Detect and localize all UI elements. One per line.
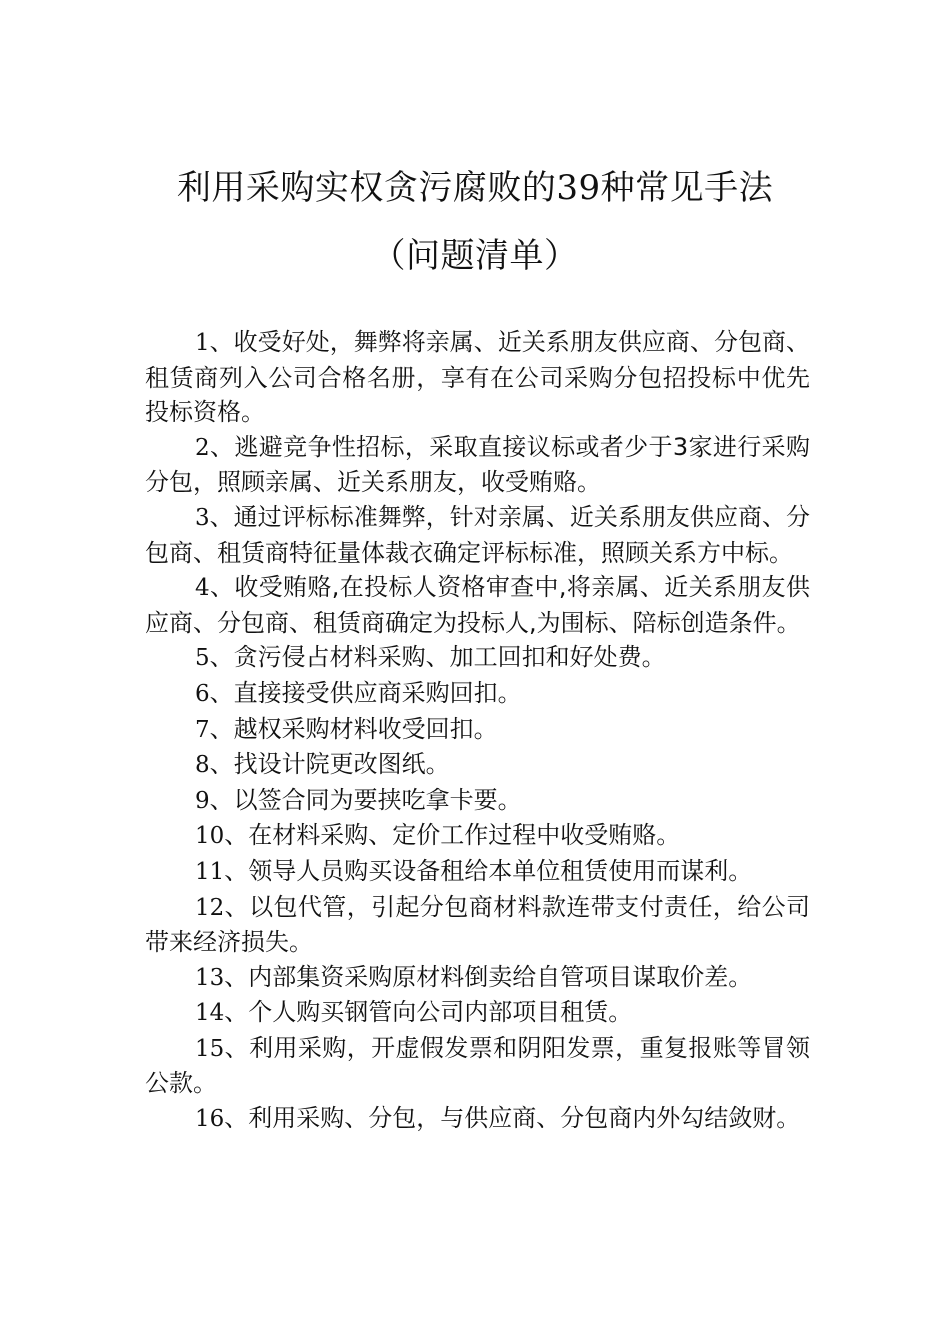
item-text: 、领导人员购买设备租给本单位租赁使用而谋利。 [224, 856, 753, 885]
list-item-16 [145, 1101, 810, 1137]
item-number: 16 [195, 1106, 225, 1133]
item-number: 6 [195, 680, 210, 707]
item-number: 4 [195, 575, 210, 602]
list-item-13 [145, 960, 810, 996]
item-number: 12 [195, 894, 225, 921]
list-item-9 [145, 783, 810, 819]
document-subtitle: （问题清单） [371, 236, 579, 276]
list-item-1 [145, 325, 810, 430]
item-number: 1 [195, 330, 210, 356]
list-item-15 [145, 1031, 810, 1101]
item-number: 8 [195, 752, 210, 779]
item-text: 、利用采购、分包，与供应商、分包商内外勾结敛财。 [224, 1104, 801, 1133]
item-text: 、找设计院更改图纸。 [209, 750, 450, 779]
list-item-12 [145, 890, 810, 960]
item-number: 15 [195, 1035, 225, 1062]
item-number: 7 [195, 716, 210, 743]
item-text: 、在材料采购、定价工作过程中收受贿赂。 [224, 821, 681, 850]
item-number: 5 [195, 645, 210, 672]
list-item-6 [145, 676, 810, 712]
list-item-5 [145, 640, 810, 676]
item-number: 14 [195, 1000, 225, 1027]
document-body [145, 325, 810, 1137]
item-number: 10 [195, 823, 225, 850]
list-item-11 [145, 854, 810, 890]
item-text: 、通过评标标准舞弊，针对亲属、近关系朋友供应商、分包商、租赁商特征量体裁衣确定评标标准，照顾关系方中标。 [145, 502, 810, 567]
item-text: 、越权采购材料收受回扣。 [209, 714, 498, 743]
item-number: 9 [195, 787, 210, 814]
list-item-8 [145, 747, 810, 783]
item-text: 、贪污侵占材料采购、加工回扣和好处费。 [209, 643, 666, 672]
list-item-7 [145, 712, 810, 748]
list-item-2 [145, 430, 810, 500]
item-number: 11 [195, 858, 225, 885]
item-text: 、个人购买钢管向公司内部项目租赁。 [224, 998, 633, 1027]
list-item-14 [145, 995, 810, 1031]
item-text: 、内部集资采购原材料倒卖给自管项目谋取价差。 [224, 962, 753, 991]
list-item-4 [145, 570, 810, 640]
item-text: 、直接接受供应商采购回扣。 [209, 678, 522, 707]
item-text: 、以签合同为要挟吃拿卡要。 [209, 785, 522, 814]
item-text: 、收受好处，舞弊将亲属、近关系朋友供应商、分包商、租赁商列入公司合格名册，享有在公司采购分包招投标中优先投标资格。 [145, 328, 810, 427]
document-title [0, 168, 950, 208]
item-number: 2 [195, 434, 210, 461]
item-text: 、收受贿赂,在投标人资格审查中,将亲属、近关系朋友供应商、分包商、租赁商确定为投标人,为围标、陪标创造条件。 [145, 573, 810, 637]
item-text: 、逃避竞争性招标，采取直接议标或者少于3家进行采购分包，照顾亲属、近关系朋友，收受贿赂。 [145, 432, 810, 497]
title-suffix: 种常见手法 [600, 168, 774, 208]
item-number: 3 [195, 504, 210, 531]
list-item-3 [145, 500, 810, 570]
title-prefix: 利用采购实权贪污腐败的 [176, 168, 557, 208]
item-text: 、以包代管，引起分包商材料款连带支付责任，给公司带来经济损失。 [145, 892, 810, 957]
item-text: 、利用采购，开虚假发票和阴阳发票，重复报账等冒领公款。 [145, 1033, 810, 1098]
item-number: 13 [195, 964, 225, 991]
list-item-10 [145, 818, 810, 854]
title-number: 39 [556, 168, 601, 208]
